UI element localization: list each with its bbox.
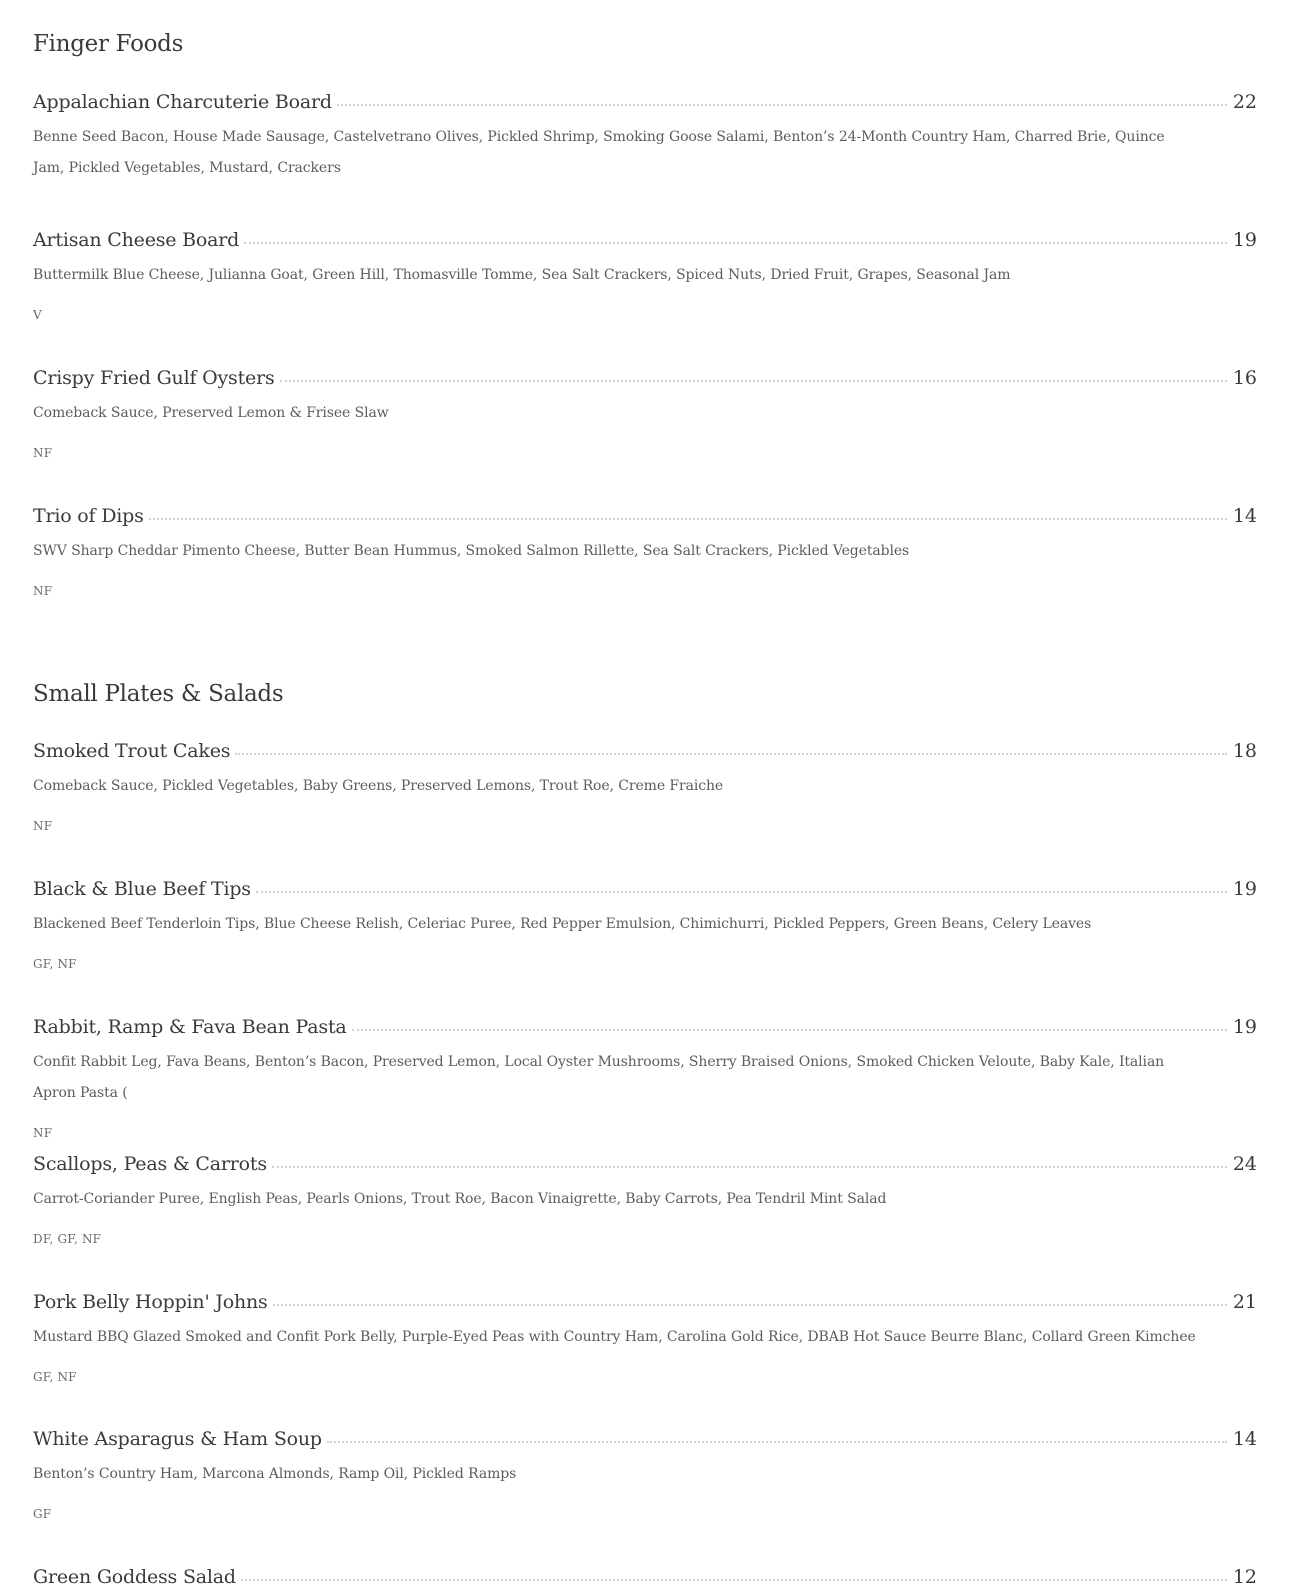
dotted-leader	[272, 1166, 1227, 1168]
dotted-leader	[149, 518, 1227, 520]
menu-item	[33, 91, 1257, 184]
item-description: Benne Seed Bacon, House Made Sausage, Castelvetrano Olives, Pickled Shrimp, Smoking Goose Salami, Benton’s 24-Month Country Ham, Charred Brie, Quince Jam, Pickled Vegetables, Mustard, Crackers	[33, 129, 1165, 176]
dotted-leader	[273, 1304, 1227, 1306]
item-price: 14	[1232, 505, 1257, 527]
item-price: 14	[1232, 1428, 1257, 1450]
dotted-leader	[327, 1441, 1227, 1443]
item-description: SWV Sharp Cheddar Pimento Cheese, Butter Bean Hummus, Smoked Salmon Rillette, Sea Salt Crackers, Pickled Vegetables	[33, 543, 910, 559]
item-description: Comeback Sauce, Pickled Vegetables, Baby Greens, Preserved Lemons, Trout Roe, Creme Fraiche	[33, 778, 724, 794]
menu-item	[33, 740, 1257, 833]
item-name: Green Goddess Salad	[33, 1566, 236, 1588]
dietary-tags: GF, NF	[33, 1370, 77, 1384]
dietary-tags: NF	[33, 584, 53, 598]
item-price: 12	[1232, 1566, 1257, 1588]
dotted-leader	[241, 1579, 1227, 1581]
menu-item	[33, 367, 1257, 460]
item-name: Rabbit, Ramp & Fava Bean Pasta	[33, 1016, 347, 1038]
item-description: Confit Rabbit Leg, Fava Beans, Benton’s Bacon, Preserved Lemon, Local Oyster Mushrooms, Sherry Braised Onions, Smoked Chicken Veloute, Baby Kale, Italian Apron Pasta (	[33, 1054, 1165, 1101]
dietary-tags: NF	[33, 819, 53, 833]
item-description: Buttermilk Blue Cheese, Julianna Goat, Green Hill, Thomasville Tomme, Sea Salt Crackers, Spiced Nuts, Dried Fruit, Grapes, Seasonal Jam	[33, 267, 1011, 283]
dietary-tags: NF	[33, 1126, 53, 1140]
dotted-leader	[235, 753, 1227, 755]
item-price: 19	[1232, 229, 1257, 251]
dietary-tags: GF	[33, 1507, 52, 1521]
item-price: 22	[1232, 91, 1257, 113]
dietary-tags: V	[33, 308, 42, 322]
item-description: Carrot-Coriander Puree, English Peas, Pearls Onions, Trout Roe, Bacon Vinaigrette, Baby Carrots, Pea Tendril Mint Salad	[33, 1191, 887, 1207]
section-title-finger-foods: Finger Foods	[33, 31, 184, 57]
menu-item	[33, 505, 1257, 598]
item-description: Benton’s Country Ham, Marcona Almonds, Ramp Oil, Pickled Ramps	[33, 1466, 517, 1482]
dietary-tags: NF	[33, 446, 53, 460]
item-name: White Asparagus & Ham Soup	[33, 1428, 322, 1450]
dotted-leader	[337, 104, 1227, 106]
item-price: 19	[1232, 1016, 1257, 1038]
menu-item	[33, 1428, 1257, 1521]
dotted-leader	[352, 1029, 1227, 1031]
item-name: Scallops, Peas & Carrots	[33, 1153, 267, 1175]
dietary-tags: GF, NF	[33, 957, 77, 971]
dotted-leader	[244, 242, 1227, 244]
dotted-leader	[280, 380, 1227, 382]
menu-item-partial	[33, 1566, 1257, 1593]
item-name: Appalachian Charcuterie Board	[33, 91, 332, 113]
item-price: 24	[1232, 1153, 1257, 1175]
item-name: Trio of Dips	[33, 505, 144, 527]
item-name: Pork Belly Hoppin' Johns	[33, 1291, 268, 1313]
menu-item	[33, 878, 1257, 971]
item-description: Comeback Sauce, Preserved Lemon & Frisee Slaw	[33, 405, 389, 421]
item-description: Mustard BBQ Glazed Smoked and Confit Pork Belly, Purple-Eyed Peas with Country Ham, Carolina Gold Rice, DBAB Hot Sauce Beurre Blanc, Collard Green Kimchee	[33, 1329, 1196, 1345]
section-title-small-plates-salads: Small Plates & Salads	[33, 681, 284, 707]
item-name: Crispy Fried Gulf Oysters	[33, 367, 275, 389]
menu-item	[33, 1291, 1257, 1384]
menu-item	[33, 229, 1257, 322]
item-price: 16	[1232, 367, 1257, 389]
item-name: Smoked Trout Cakes	[33, 740, 231, 762]
item-price: 19	[1232, 878, 1257, 900]
item-price: 21	[1232, 1291, 1257, 1313]
menu-item	[33, 1153, 1257, 1246]
dotted-leader	[256, 891, 1227, 893]
item-name: Artisan Cheese Board	[33, 229, 240, 251]
item-price: 18	[1232, 740, 1257, 762]
menu-item	[33, 1016, 1257, 1140]
item-description: Blackened Beef Tenderloin Tips, Blue Cheese Relish, Celeriac Puree, Red Pepper Emulsion, Chimichurri, Pickled Peppers, Green Beans, Celery Leaves	[33, 916, 1092, 932]
dietary-tags: DF, GF, NF	[33, 1232, 102, 1246]
item-name: Black & Blue Beef Tips	[33, 878, 251, 900]
